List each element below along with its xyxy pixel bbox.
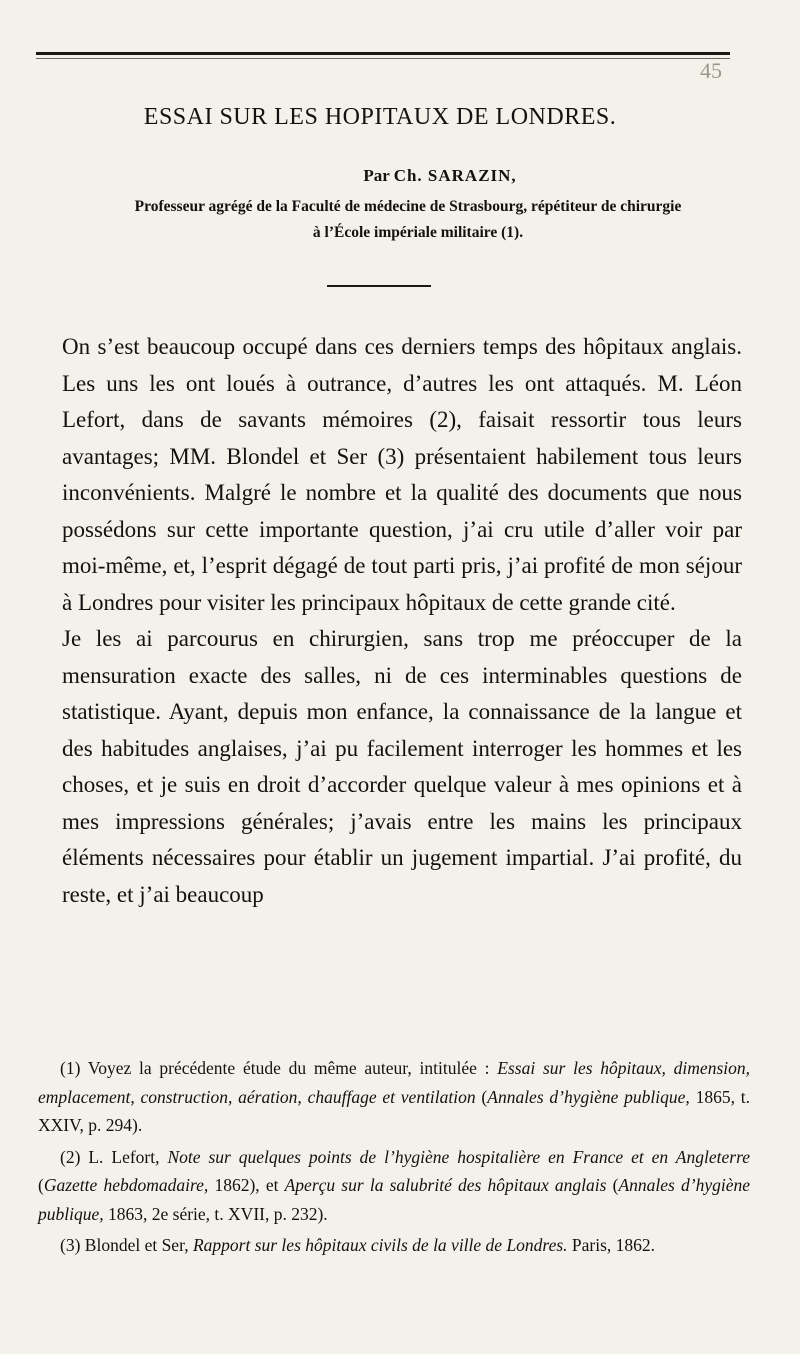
article-body	[62, 329, 742, 913]
footnote-text-run: Gazette hebdomadaire,	[43, 1175, 209, 1195]
article-title: ESSAI SUR LES HOPITAUX DE LONDRES.	[143, 104, 617, 130]
footnote-text-run: Paris, 1862.	[567, 1235, 656, 1255]
byline-prefix: Par	[363, 166, 390, 185]
section-divider	[327, 285, 431, 287]
footnote-text-run: Essai sur les hôpitaux, dimension, emplacement, construction, aération, chauffage et ventilation	[38, 1058, 750, 1107]
author-affiliation-line-1: Professeur agrégé de la Faculté de médecine de Strasbourg, répétiteur de chirurgie	[134, 198, 682, 215]
footnote-text-run: Annales d’hygiène publique,	[487, 1086, 690, 1107]
footnote-text-run: Rapport sur les hôpitaux civils de la ville de Londres.	[192, 1235, 568, 1255]
byline	[0, 166, 800, 186]
footnote-text-run: 1863, 2e série, t. XVII, p. 232).	[103, 1203, 328, 1224]
footnote-text-run: (	[475, 1086, 488, 1107]
footnote-2	[38, 1143, 750, 1229]
footnotes	[38, 1054, 750, 1263]
footnote-text-run: (3) Blondel et Ser,	[60, 1235, 193, 1255]
footnote-text-run: Annales d’hygiène publique,	[38, 1175, 750, 1224]
footnote-text-run: Note sur quelques points de l’hygiène hospitalière en France et en Angleterre	[167, 1146, 750, 1167]
footnote-text-run: (	[38, 1175, 44, 1195]
footnote-text-run: Aperçu sur la salubrité des hôpitaux anglais	[284, 1175, 607, 1195]
body-paragraph-2: Je les ai parcourus en chirurgien, sans trop me préoccuper de la mensuration exacte des salles, ni de ces interminables questions de statistique. Ayant, depuis mon enfance, la connaissance de la langue et des habitudes anglaises, j’ai pu facilement interroger les hommes et les choses, et je suis en droit d’accorder quelque valeur à mes opinions et à mes impressions générales; j’avais entre les mains les principaux éléments nécessaires pour établir un jugement impartial. J’ai profité, du reste, et j’ai beaucoup	[62, 626, 742, 907]
page-number: 45	[700, 58, 722, 83]
footnote-text-run: (2) L. Lefort,	[60, 1146, 168, 1167]
footnote-3	[38, 1231, 750, 1260]
footnote-text-run: 1865, t. XXIV, p. 294).	[38, 1086, 750, 1135]
body-paragraph-1: On s’est beaucoup occupé dans ces derniers temps des hôpitaux anglais. Les uns les ont loués à outrance, d’autres les ont attaqués. M. Léon Lefort, dans de savants mémoires (2), faisait ressortir tous leurs avantages; MM. Blondel et Ser (3) présentaient habilement tous leurs inconvénients. Malgré le nombre et la qualité des documents que nous possédons sur cette importante question, j’ai cru utile d’aller voir par moi-même, et, l’esprit dégagé de tout parti pris, j’ai profité de mon séjour à Londres pour visiter les principaux hôpitaux de cette grande cité.	[62, 334, 742, 615]
author-affiliation-line-2: à l’École impériale militaire (1).	[312, 224, 524, 241]
author-name: Ch. SARAZIN,	[393, 166, 517, 185]
header-rule	[36, 52, 730, 55]
header-rule-thin	[36, 58, 730, 59]
footnote-1	[38, 1054, 750, 1140]
footnote-text-run: (	[606, 1175, 619, 1195]
footnote-text-run: 1862), et	[208, 1175, 285, 1195]
footnote-text-run: (1) Voyez la précédente étude du même auteur, intitulée :	[60, 1058, 498, 1078]
